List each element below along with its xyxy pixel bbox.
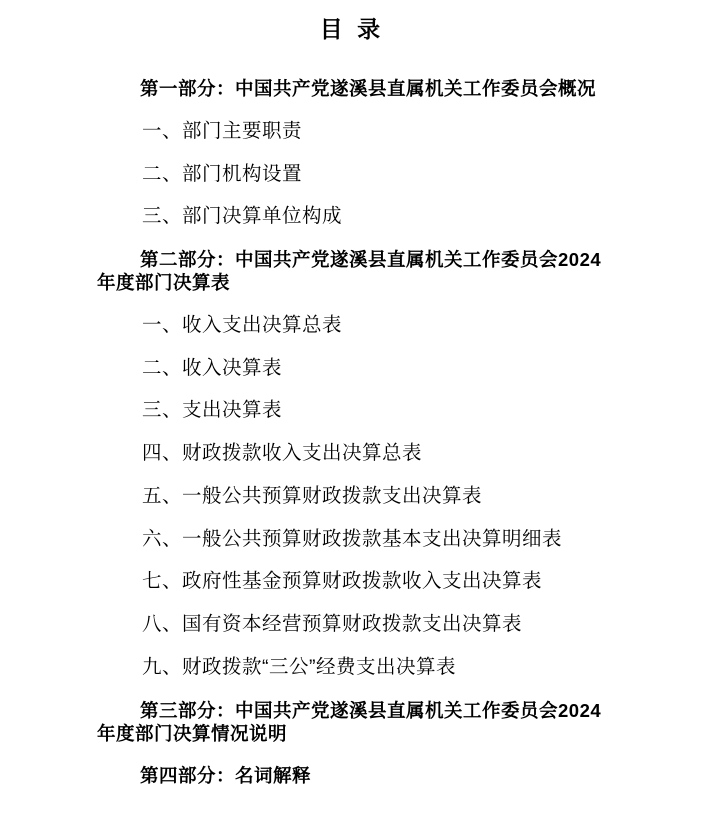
toc-item (97, 357, 614, 380)
toc-body (0, 77, 702, 787)
toc-part-heading (97, 248, 614, 294)
toc-item (97, 528, 614, 551)
toc-line: 第一部分：中国共产党遂溪县直属机关工作委员会概况 (140, 78, 597, 99)
toc-line: 六、一般公共预算财政拨款基本支出决算明细表 (142, 527, 563, 550)
page-title: 目 录 (319, 16, 383, 42)
toc-line: 年度部门决算表 (97, 272, 231, 293)
toc-line: 一、部门主要职责 (142, 119, 303, 142)
toc-part-heading (97, 699, 614, 745)
toc-line: 年度部门决算情况说明 (97, 722, 288, 744)
toc-item (97, 570, 614, 593)
toc-part-heading (97, 77, 614, 100)
toc-line: 七、政府性基金预算财政拨款收入支出决算表 (142, 570, 543, 593)
toc-line: 八、国有资本经营预算财政拨款支出决算表 (142, 613, 523, 635)
toc-line: 第四部分：名词解释 (140, 765, 312, 787)
toc-part-heading (97, 764, 614, 787)
toc-line: 四、财政拨款收入支出决算总表 (142, 442, 423, 464)
toc-line: 二、收入决算表 (142, 356, 283, 379)
toc-item (97, 442, 614, 465)
toc-line: 第三部分：中国共产党遂溪县直属机关工作委员会2024 (140, 699, 602, 721)
toc-item (97, 120, 614, 143)
toc-item (97, 205, 614, 228)
toc-item (97, 485, 614, 508)
toc-line: 三、部门决算单位构成 (142, 205, 343, 228)
toc-item (97, 399, 614, 422)
toc-item (97, 314, 614, 337)
toc-item (97, 163, 614, 186)
toc-line: 三、支出决算表 (142, 399, 283, 422)
toc-item (97, 656, 614, 679)
toc-line: 五、一般公共预算财政拨款支出决算表 (142, 484, 483, 507)
toc-line: 九、财政拨款“三公”经费支出决算表 (142, 655, 456, 678)
toc-line: 一、收入支出决算总表 (142, 313, 343, 336)
toc-line: 第二部分：中国共产党遂溪县直属机关工作委员会2024 (140, 249, 602, 270)
toc-line: 二、部门机构设置 (142, 162, 303, 185)
toc-item (97, 613, 614, 636)
